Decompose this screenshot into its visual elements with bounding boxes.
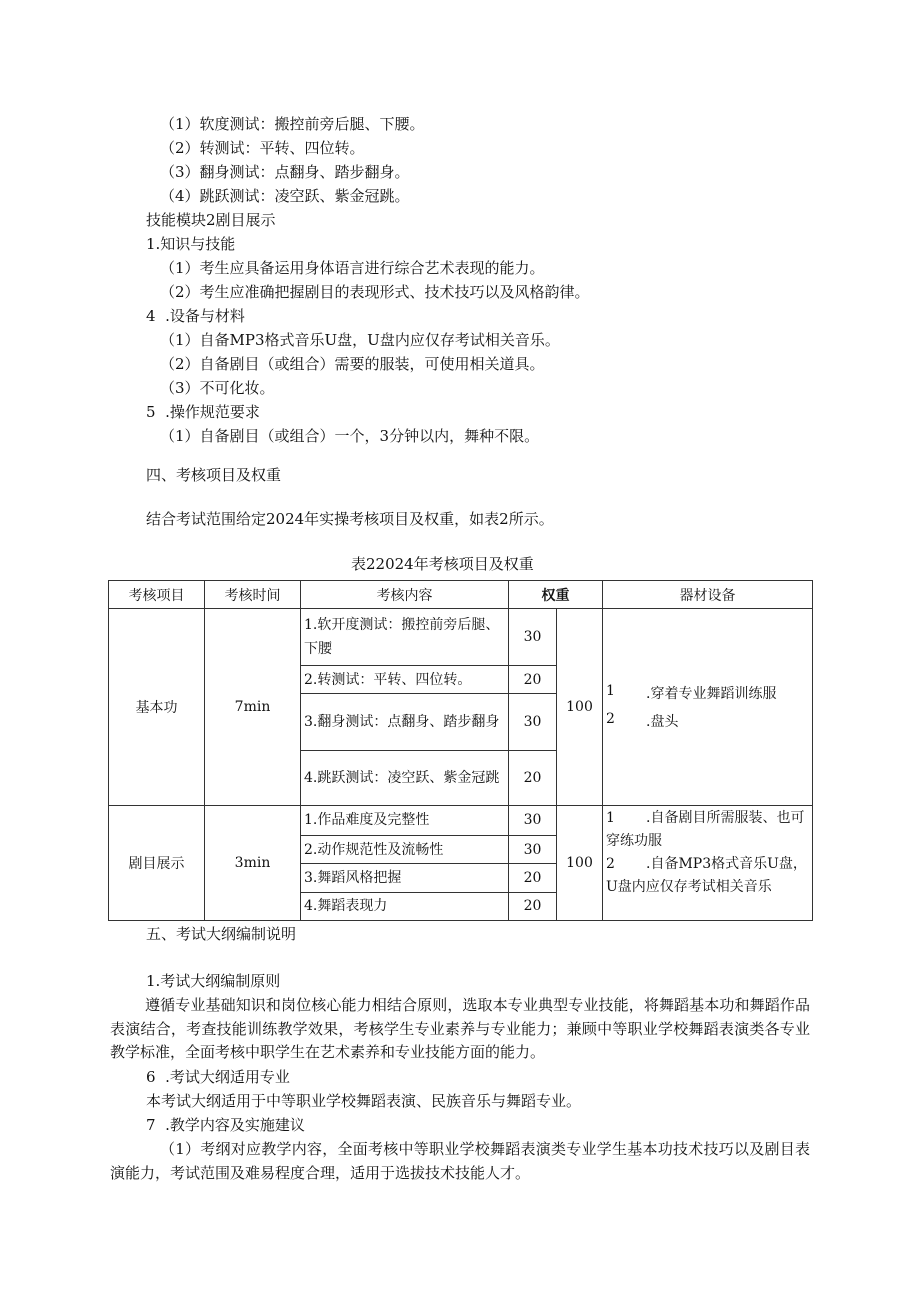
- group-time: 7min: [205, 609, 301, 805]
- knowledge-item: （1）考生应具备运用身体语言进行综合艺术表现的能力。: [160, 259, 545, 277]
- content-cell: 4.舞蹈表现力: [301, 892, 509, 920]
- equipment-text: .自备MP3格式音乐U盘，U盘内应仅存考试相关音乐: [606, 855, 807, 895]
- teaching-heading: 7 .教学内容及实施建议: [146, 1116, 305, 1134]
- scope-text: 本考试大纲适用于中等职业学校舞蹈表演、民族音乐与舞蹈专业。: [146, 1092, 582, 1110]
- weight-cell: 30: [509, 805, 557, 835]
- operation-heading: 5 .操作规范要求: [146, 403, 260, 421]
- softness-test-item: （1）软度测试：搬控前旁后腿、下腰。: [160, 115, 425, 133]
- equipment-num: 2: [606, 855, 615, 872]
- equipment-text: .盘头: [646, 713, 679, 730]
- knowledge-item: （2）考生应准确把握剧目的表现形式、技术技巧以及风格韵律。: [160, 283, 590, 301]
- principle-heading: 1.考试大纲编制原则: [146, 972, 281, 990]
- equipment-num: 2: [606, 710, 615, 727]
- content-cell: 2.动作规范性及流畅性: [301, 835, 509, 863]
- equipment-item: （2）自备剧目（或组合）需要的服装，可使用相关道具。: [160, 355, 545, 373]
- weight-cell: 20: [509, 892, 557, 920]
- equipment-text: .自备剧目所需服装、也可穿练功服: [606, 809, 805, 849]
- header-time: 考核时间: [205, 581, 301, 609]
- weights-table: [108, 580, 813, 921]
- equipment-heading: 4 .设备与材料: [146, 307, 245, 325]
- group-total: 100: [557, 805, 603, 920]
- section4-intro: 结合考试范围给定2024年实操考核项目及权重，如表2所示。: [146, 510, 554, 528]
- header-equipment: 器材设备: [603, 581, 813, 609]
- group-time: 3min: [205, 805, 301, 920]
- equipment-item: （3）不可化妆。: [160, 379, 275, 397]
- header-item: 考核项目: [109, 581, 205, 609]
- weight-cell: 20: [509, 750, 557, 805]
- equipment-text: .穿着专业舞蹈训练服: [646, 685, 777, 702]
- header-weight: 权重: [509, 581, 603, 609]
- teaching-paragraph: （1）考纲对应教学内容，全面考核中等职业学校舞蹈表演类专业学生基本功技术技巧以及剧目表演能力，考试范围及难易程度合理，适用于选拔技术技能人才。: [110, 1140, 810, 1182]
- section5-heading: 五、考试大纲编制说明: [146, 925, 297, 943]
- group-equipment: [603, 609, 813, 805]
- flip-test-item: （3）翻身测试：点翻身、踏步翻身。: [160, 163, 410, 181]
- weight-cell: 20: [509, 665, 557, 693]
- module2-title: 技能模块2剧目展示: [146, 211, 276, 229]
- group-item: 基本功: [109, 609, 205, 805]
- header-content: 考核内容: [301, 581, 509, 609]
- equipment-num: 1: [606, 682, 615, 699]
- content-cell: 4.跳跃测试：凌空跃、紫金冠跳: [301, 750, 509, 805]
- weight-cell: 30: [509, 609, 557, 666]
- equipment-num: 1: [606, 809, 615, 826]
- group-equipment: [603, 805, 813, 920]
- group-item: 剧目展示: [109, 805, 205, 920]
- group-total: 100: [557, 609, 603, 805]
- weight-cell: 30: [509, 694, 557, 751]
- table-row: [109, 609, 813, 666]
- content-cell: 2.转测试：平转、四位转。: [301, 665, 509, 693]
- equipment-item: （1）自备MP3格式音乐U盘，U盘内应仅存考试相关音乐。: [160, 331, 560, 349]
- weight-cell: 20: [509, 864, 557, 892]
- content-cell: 1.作品难度及完整性: [301, 805, 509, 835]
- equipment-entry: [606, 711, 809, 731]
- content-cell: 1.软开度测试：搬控前旁后腿、下腰: [301, 609, 509, 666]
- table-caption: 表22024年考核项目及权重: [351, 555, 534, 573]
- table-header-row: [109, 581, 813, 609]
- scope-heading: 6 .考试大纲适用专业: [146, 1068, 290, 1086]
- equipment-entry: [606, 853, 809, 899]
- jump-test-item: （4）跳跃测试：凌空跃、紫金冠跳。: [160, 187, 410, 205]
- operation-item: （1）自备剧目（或组合）一个，3分钟以内，舞种不限。: [160, 427, 540, 445]
- content-cell: 3.舞蹈风格把握: [301, 864, 509, 892]
- equipment-entry: [606, 807, 809, 853]
- section4-heading: 四、考核项目及权重: [146, 466, 282, 484]
- equipment-entry: [606, 683, 809, 703]
- principle-paragraph: 遵循专业基础知识和岗位核心能力相结合原则，选取本专业典型专业技能，将舞蹈基本功和舞蹈作品表演结合，考查技能训练教学效果，考核学生专业素养与专业能力；兼顾中等职业学校舞蹈表演类各专业教学标准，全面考核中职学生在艺术素养和专业技能方面的能力。: [110, 996, 810, 1061]
- table-row: [109, 805, 813, 835]
- weight-cell: 30: [509, 835, 557, 863]
- knowledge-heading: 1.知识与技能: [146, 235, 236, 253]
- content-cell: 3.翻身测试：点翻身、踏步翻身: [301, 694, 509, 751]
- turn-test-item: （2）转测试：平转、四位转。: [160, 139, 365, 157]
